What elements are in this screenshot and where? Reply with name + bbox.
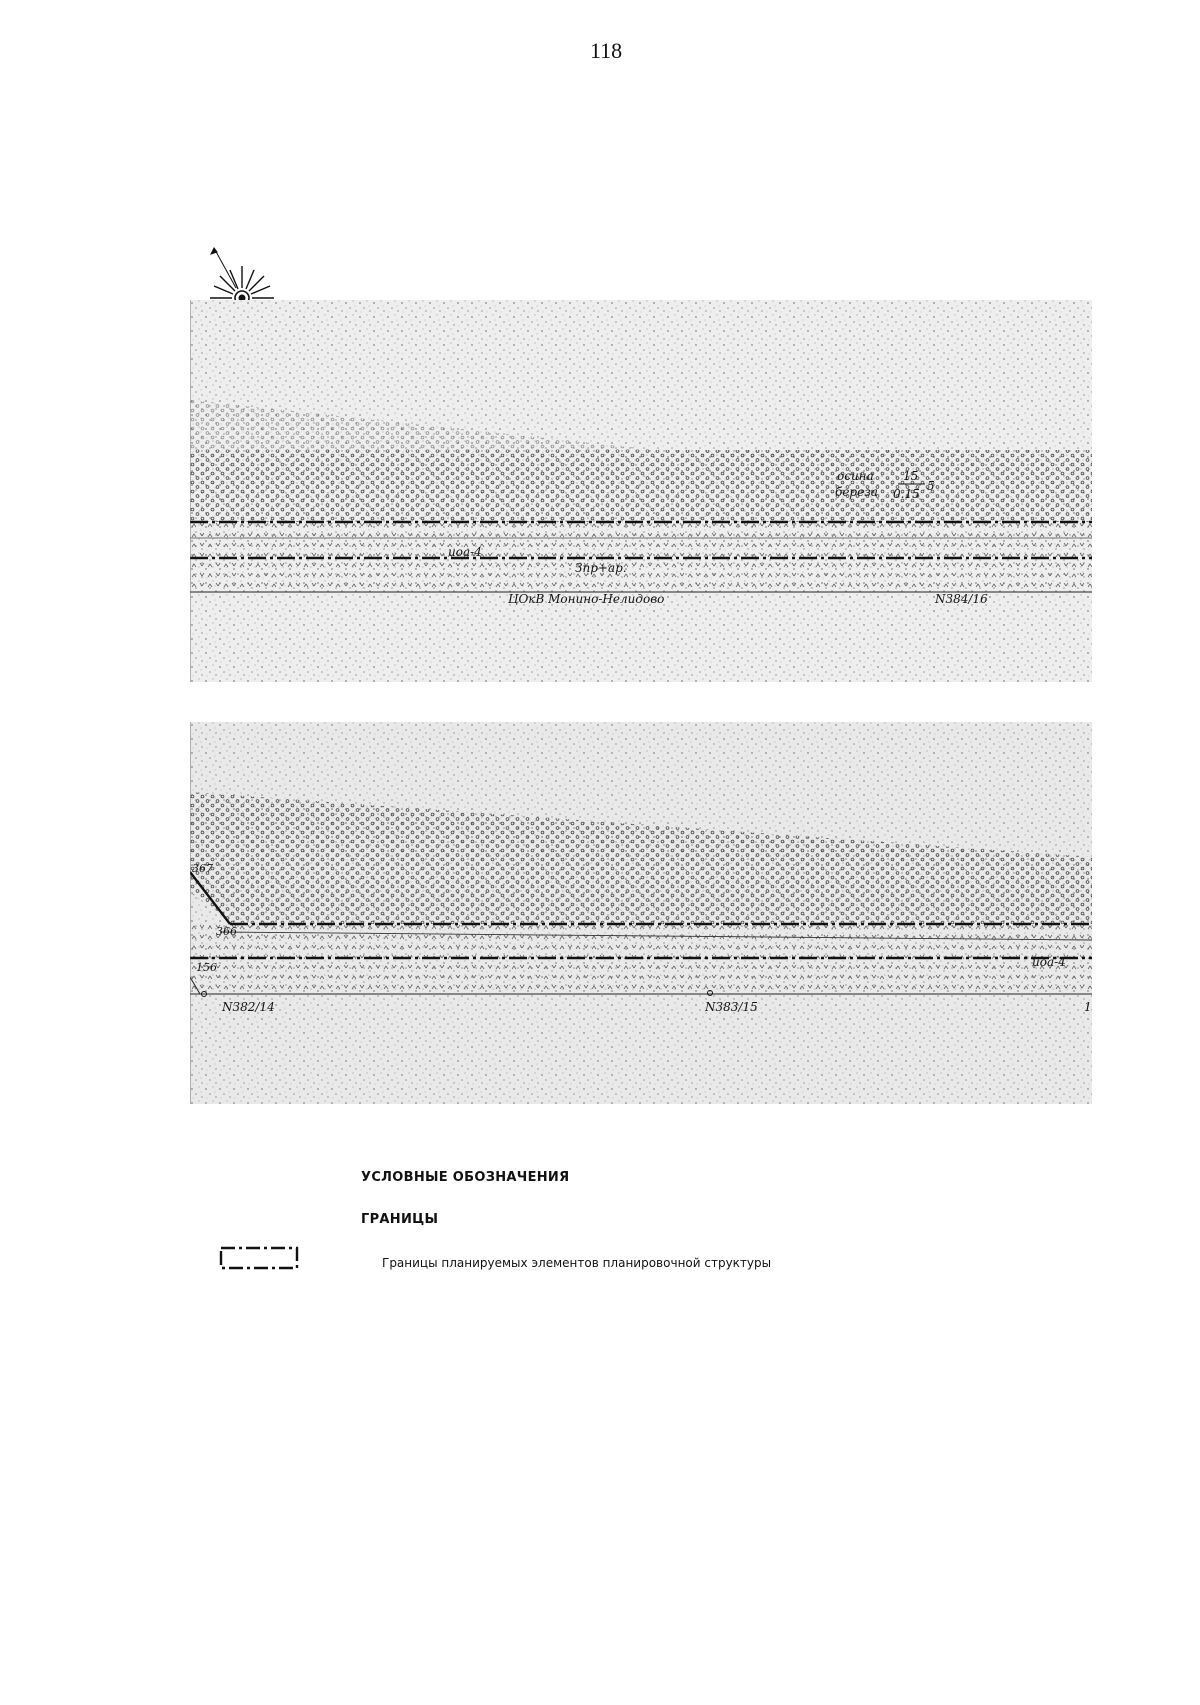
label-parcel-mid: N383/15 (705, 1000, 758, 1014)
map-panel-top (190, 300, 1092, 682)
label-point-366: 366 (216, 925, 237, 938)
label-road-code: иоа-4 (448, 545, 482, 559)
label-parcel-left: N382/14 (222, 1000, 275, 1014)
label-edge-mark: 1 (1084, 1000, 1092, 1014)
label-point-367: 367 (192, 862, 213, 875)
label-fraction-numerator: 15 (903, 469, 919, 483)
legend-title: УСЛОВНЫЕ ОБОЗНАЧЕНИЯ (361, 1170, 570, 1185)
label-road-code-bottom: иоа-4 (1032, 955, 1066, 969)
label-point-156: 156 (196, 961, 217, 974)
label-fraction-denominator: 0.15 (893, 487, 920, 501)
legend-item-description: Границы планируемых элементов планировочной структуры (382, 1256, 772, 1270)
legend-section-boundaries: ГРАНИЦЫ (361, 1212, 439, 1227)
dash-dot-boundary-icon (218, 1244, 302, 1272)
map-panel-bottom (190, 722, 1092, 1104)
label-road-type: Зпр+ар. (575, 561, 627, 575)
label-species-aspen: осина (837, 469, 874, 483)
label-parcel: N384/16 (935, 592, 988, 606)
label-species-birch: береза (835, 485, 878, 499)
page-number: 118 (590, 38, 623, 63)
label-fraction-suffix: 5 (927, 479, 935, 493)
label-road-name: ЦОкВ Монино-Нелидово (508, 592, 665, 606)
